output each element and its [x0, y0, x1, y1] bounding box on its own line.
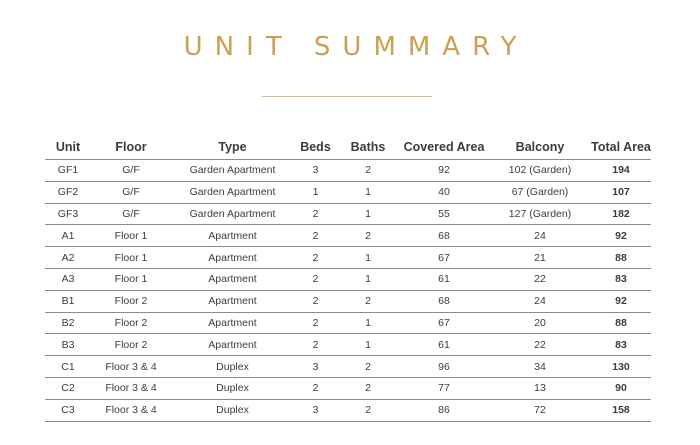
cell-beds: 2 — [294, 334, 337, 356]
cell-total-area: 88 — [591, 312, 651, 334]
cell-floor: G/F — [91, 181, 171, 203]
cell-baths: 1 — [337, 312, 399, 334]
cell-baths: 2 — [337, 290, 399, 312]
title-divider — [262, 96, 432, 97]
cell-baths: 1 — [337, 203, 399, 225]
cell-baths: 2 — [337, 225, 399, 247]
cell-floor: Floor 2 — [91, 312, 171, 334]
cell-total-area: 107 — [591, 181, 651, 203]
header-type: Type — [218, 140, 247, 154]
cell-baths: 1 — [337, 268, 399, 290]
cell-covered-area: 86 — [399, 399, 489, 421]
cell-beds: 2 — [294, 377, 337, 399]
table-row — [45, 377, 651, 399]
cell-floor: G/F — [91, 203, 171, 225]
cell-beds: 2 — [294, 268, 337, 290]
cell-unit: C2 — [45, 377, 91, 399]
table-row — [45, 181, 651, 203]
header-unit: Unit — [55, 140, 81, 154]
cell-beds: 3 — [294, 399, 337, 421]
unit-summary-table — [45, 135, 651, 422]
cell-unit: A2 — [45, 247, 91, 269]
cell-unit: A3 — [45, 268, 91, 290]
header-total-area: Total Area — [591, 140, 651, 154]
cell-balcony: 22 — [489, 334, 591, 356]
header-covered-area: Covered Area — [403, 140, 485, 154]
cell-unit: C3 — [45, 399, 91, 421]
cell-total-area: 90 — [591, 377, 651, 399]
cell-type: Duplex — [171, 399, 294, 421]
cell-type: Apartment — [171, 225, 294, 247]
cell-balcony: 102 (Garden) — [489, 160, 591, 182]
cell-floor: Floor 1 — [91, 268, 171, 290]
table-row — [45, 268, 651, 290]
cell-unit: GF1 — [45, 160, 91, 182]
cell-unit: GF2 — [45, 181, 91, 203]
cell-baths: 1 — [337, 181, 399, 203]
cell-floor: Floor 2 — [91, 290, 171, 312]
table-row — [45, 225, 651, 247]
cell-total-area: 83 — [591, 268, 651, 290]
cell-covered-area: 67 — [399, 247, 489, 269]
cell-type: Duplex — [171, 356, 294, 378]
cell-baths: 2 — [337, 356, 399, 378]
cell-baths: 1 — [337, 247, 399, 269]
cell-covered-area: 92 — [399, 160, 489, 182]
cell-total-area: 83 — [591, 334, 651, 356]
cell-beds: 1 — [294, 181, 337, 203]
table-header-row — [45, 135, 651, 160]
table-row — [45, 356, 651, 378]
table-row — [45, 312, 651, 334]
cell-balcony: 34 — [489, 356, 591, 378]
table-row — [45, 247, 651, 269]
header-floor: Floor — [115, 140, 147, 154]
cell-type: Garden Apartment — [171, 203, 294, 225]
cell-type: Apartment — [171, 312, 294, 334]
cell-balcony: 67 (Garden) — [489, 181, 591, 203]
header-balcony: Balcony — [515, 140, 565, 154]
cell-unit: B3 — [45, 334, 91, 356]
cell-balcony: 22 — [489, 268, 591, 290]
cell-beds: 2 — [294, 312, 337, 334]
cell-beds: 2 — [294, 290, 337, 312]
cell-type: Apartment — [171, 268, 294, 290]
cell-balcony: 24 — [489, 225, 591, 247]
cell-balcony: 24 — [489, 290, 591, 312]
cell-covered-area: 61 — [399, 268, 489, 290]
cell-type: Apartment — [171, 334, 294, 356]
cell-beds: 3 — [294, 160, 337, 182]
cell-total-area: 182 — [591, 203, 651, 225]
cell-balcony: 21 — [489, 247, 591, 269]
cell-floor: Floor 2 — [91, 334, 171, 356]
cell-type: Garden Apartment — [171, 160, 294, 182]
cell-type: Apartment — [171, 247, 294, 269]
cell-total-area: 130 — [591, 356, 651, 378]
header-beds: Beds — [300, 140, 331, 154]
cell-balcony: 127 (Garden) — [489, 203, 591, 225]
cell-covered-area: 68 — [399, 290, 489, 312]
cell-balcony: 13 — [489, 377, 591, 399]
cell-unit: C1 — [45, 356, 91, 378]
table-row — [45, 290, 651, 312]
cell-baths: 2 — [337, 160, 399, 182]
cell-floor: Floor 3 & 4 — [91, 356, 171, 378]
table-body — [45, 160, 651, 422]
cell-type: Garden Apartment — [171, 181, 294, 203]
cell-beds: 2 — [294, 203, 337, 225]
cell-baths: 2 — [337, 377, 399, 399]
cell-total-area: 88 — [591, 247, 651, 269]
cell-covered-area: 61 — [399, 334, 489, 356]
cell-covered-area: 67 — [399, 312, 489, 334]
cell-baths: 2 — [337, 399, 399, 421]
cell-covered-area: 77 — [399, 377, 489, 399]
cell-floor: Floor 3 & 4 — [91, 377, 171, 399]
cell-floor: Floor 1 — [91, 247, 171, 269]
cell-beds: 2 — [294, 225, 337, 247]
cell-covered-area: 68 — [399, 225, 489, 247]
cell-total-area: 92 — [591, 225, 651, 247]
cell-floor: Floor 3 & 4 — [91, 399, 171, 421]
cell-type: Apartment — [171, 290, 294, 312]
cell-covered-area: 96 — [399, 356, 489, 378]
cell-covered-area: 55 — [399, 203, 489, 225]
table-row — [45, 160, 651, 182]
cell-total-area: 194 — [591, 160, 651, 182]
cell-beds: 2 — [294, 247, 337, 269]
header-baths: Baths — [350, 140, 386, 154]
page-title: UNIT SUMMARY — [183, 32, 529, 62]
cell-type: Duplex — [171, 377, 294, 399]
table-row — [45, 399, 651, 421]
table-row — [45, 203, 651, 225]
cell-covered-area: 40 — [399, 181, 489, 203]
cell-floor: Floor 1 — [91, 225, 171, 247]
cell-balcony: 72 — [489, 399, 591, 421]
cell-unit: B2 — [45, 312, 91, 334]
table-row — [45, 334, 651, 356]
cell-balcony: 20 — [489, 312, 591, 334]
cell-total-area: 158 — [591, 399, 651, 421]
cell-unit: GF3 — [45, 203, 91, 225]
cell-total-area: 92 — [591, 290, 651, 312]
cell-unit: B1 — [45, 290, 91, 312]
cell-baths: 1 — [337, 334, 399, 356]
cell-unit: A1 — [45, 225, 91, 247]
cell-floor: G/F — [91, 160, 171, 182]
cell-beds: 3 — [294, 356, 337, 378]
